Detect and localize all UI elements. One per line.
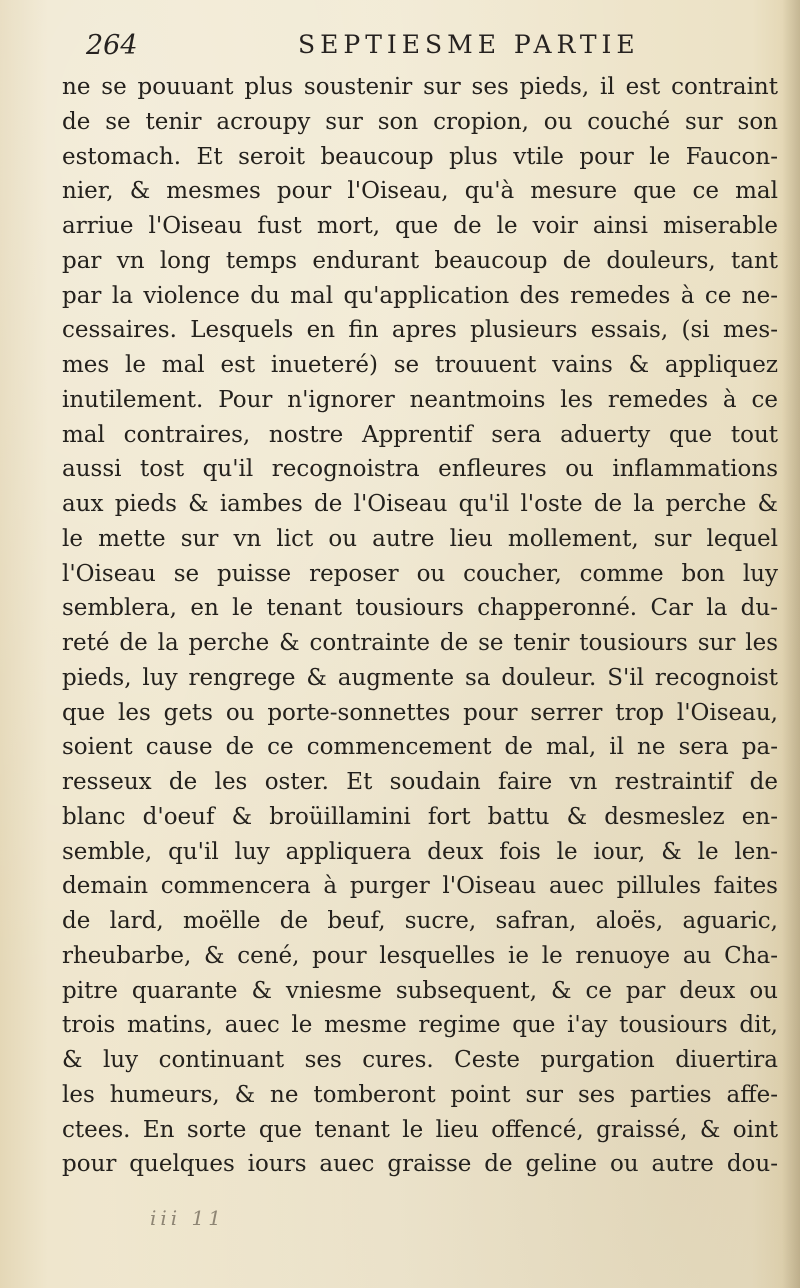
text-line: pour quelques iours auec graisse de geline ou autre dou- [62,1151,778,1178]
text-line: inutilement. Pour n'ignorer neantmoins les remedes à ce [62,386,778,413]
page-number: 264 [86,30,138,61]
text-line: de se tenir acroupy sur son cropion, ou couché sur son [62,108,778,135]
signature-mark: iii 11 [150,1206,225,1230]
text-line: l'Oiseau se puisse reposer ou coucher, comme bon luy [62,560,778,587]
section-title: SEPTIESME PARTIE [298,30,640,59]
text-line: ctees. En sorte que tenant le lieu offencé, graissé, & oint [62,1116,778,1143]
text-line: semble, qu'il luy appliquera deux fois le iour, & le len- [62,838,778,865]
text-line: arriue l'Oiseau fust mort, que de le voir ainsi miserable [62,213,778,239]
page-gutter-shadow [782,0,800,1288]
text-line: nier, & mesmes pour l'Oiseau, qu'à mesure que ce mal [62,178,778,205]
text-line: le mette sur vn lict ou autre lieu mollement, sur lequel [62,525,778,552]
text-line: mal contraires, nostre Apprentif sera aduerty que tout [62,421,778,448]
running-head [86,26,726,66]
text-line: resseux de les oster. Et soudain faire vn restraintif de [62,769,778,795]
body-text [62,70,778,1182]
text-line: pieds, luy rengrege & augmente sa douleur. S'il recognoist [62,664,778,691]
text-line: & luy continuant ses cures. Ceste purgation diuertira [62,1047,778,1073]
text-line: reté de la perche & contrainte de se tenir tousiours sur les [62,630,778,656]
text-line: aussi tost qu'il recognoistra enfleures ou inflammations [62,456,778,483]
text-line: cessaires. Lesquels en fin apres plusieurs essais, (si mes- [62,317,778,344]
text-line: semblera, en le tenant tousiours chapperonné. Car la du- [62,595,778,622]
text-line: soient cause de ce commencement de mal, il ne sera pa- [62,734,778,761]
text-line: mes le mal est inueteré) se trouuent vains & appliquez [62,352,778,378]
text-line: demain commencera à purger l'Oiseau auec pillules faites [62,873,778,900]
text-line: estomach. Et seroit beaucoup plus vtile pour le Faucon- [62,143,778,170]
text-line: ne se pouuant plus soustenir sur ses pieds, il est contraint [62,74,778,100]
text-line: pitre quarante & vniesme subsequent, & ce par deux ou [62,977,778,1004]
text-line: par vn long temps endurant beaucoup de douleurs, tant [62,247,778,274]
text-line: trois matins, auec le mesme regime que i'ay tousiours dit, [62,1012,778,1039]
text-line: que les gets ou porte-sonnettes pour serrer trop l'Oiseau, [62,699,778,726]
text-line: blanc d'oeuf & broüillamini fort battu & desmeslez en- [62,803,778,830]
text-line: aux pieds & iambes de l'Oiseau qu'il l'oste de la perche & [62,491,778,517]
text-line: par la violence du mal qu'application des remedes à ce ne- [62,282,778,309]
text-line: les humeurs, & ne tomberont point sur ses parties affe- [62,1081,778,1108]
text-line: rheubarbe, & cené, pour lesquelles ie le renuoye au Cha- [62,942,778,969]
text-line: de lard, moëlle de beuf, sucre, safran, aloës, aguaric, [62,908,778,934]
